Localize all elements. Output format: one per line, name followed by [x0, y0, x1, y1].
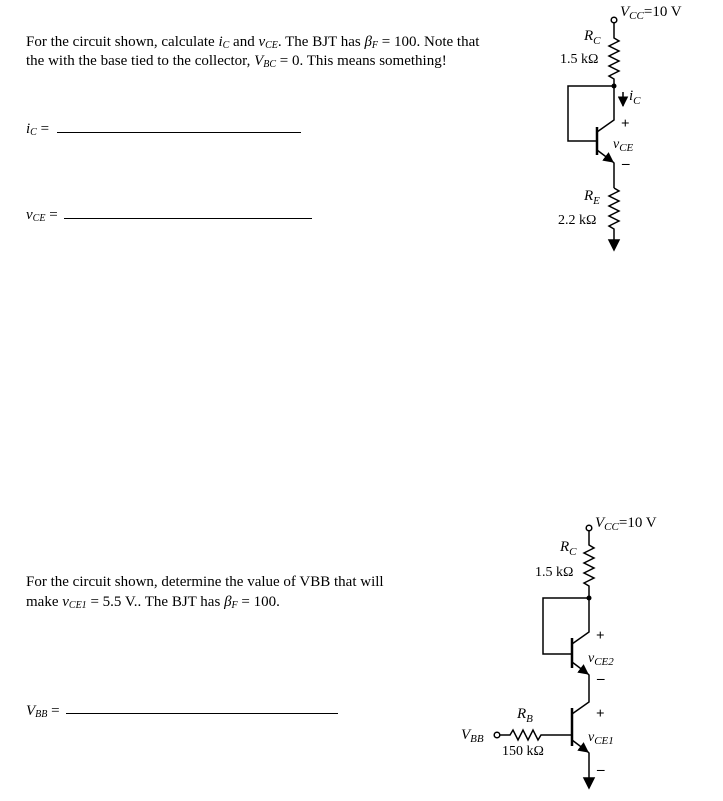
answer-ic-label: $i_C$ =: [26, 121, 50, 138]
c1-plus-sign: +: [621, 116, 630, 132]
c2-plus-sign-2: +: [596, 628, 605, 644]
emitter-wire-2: [588, 752, 589, 778]
c1-vcc-label: $V_{CC}=10$ V: [620, 4, 682, 22]
problem1-line1: For the circuit shown, calculate $i_C$ and $v_{CE}$. The BJT has $\beta_F = 100$. Note that: [26, 34, 480, 51]
c1-vce-label: $v_{CE}$: [613, 137, 634, 154]
problem2-line1: For the circuit shown, determine the value of VBB that will: [26, 574, 384, 590]
c2-vce2-label: $v_{CE2}$: [588, 651, 614, 668]
vcc-terminal-1: [611, 17, 617, 23]
c2-rc-value: 1.5 kΩ: [535, 565, 574, 580]
c2-plus-sign-1: +: [596, 706, 605, 722]
ground-arrow-2: [584, 778, 594, 788]
bjt2-to-bjt1-wire: [572, 674, 589, 714]
ground-arrow-1: [609, 240, 619, 250]
bjt-collector-1: [597, 86, 614, 132]
c1-rc-label: $R_C$: [584, 28, 601, 47]
c1-ic-label: $i_C$: [629, 88, 641, 107]
answer-vce-label: $v_{CE}$ =: [26, 207, 58, 224]
emitter-wire-1: [613, 162, 614, 188]
c2-rc-label: $R_C$: [560, 539, 577, 558]
c1-re-label: $R_E$: [584, 188, 600, 207]
c1-minus-sign: –: [622, 156, 630, 172]
answer-vbb-label: $V_{BB}$ =: [26, 703, 60, 720]
rc-resistor-1: [609, 23, 619, 86]
problem1-line2: the with the base tied to the collector, $V_{BC} = 0$. This means something!: [26, 53, 447, 70]
c2-vbb-label: $V_{BB}$: [461, 727, 484, 745]
vbb-terminal: [494, 732, 500, 738]
c2-rb-value: 150 kΩ: [502, 744, 544, 759]
c2-vce1-label: $v_{CE1}$: [588, 730, 614, 747]
c2-vcc-label: $V_{CC}=10$ V: [595, 515, 657, 533]
feedback-wire-1: [568, 86, 614, 141]
bjt1-emitter: [572, 740, 588, 752]
rb-resistor: [500, 730, 572, 740]
c1-re-value: 2.2 kΩ: [558, 213, 597, 228]
c2-minus-sign-2: –: [597, 671, 605, 687]
c2-rb-label: $R_B$: [517, 706, 533, 725]
bjt2-emitter: [572, 662, 588, 674]
re-resistor-1: [609, 188, 619, 240]
rc-resistor-2: [584, 531, 594, 598]
bjt-emitter-1: [597, 150, 613, 162]
vcc-terminal-2: [586, 525, 592, 531]
bjt2-collector: [572, 598, 589, 644]
feedback-wire-2: [543, 598, 589, 654]
problem2-line2: make $v_{CE1} = 5.5$ V.. The BJT has $\beta_F = 100$.: [26, 594, 280, 611]
c2-minus-sign-1: –: [597, 762, 605, 778]
c1-rc-value: 1.5 kΩ: [560, 52, 599, 67]
